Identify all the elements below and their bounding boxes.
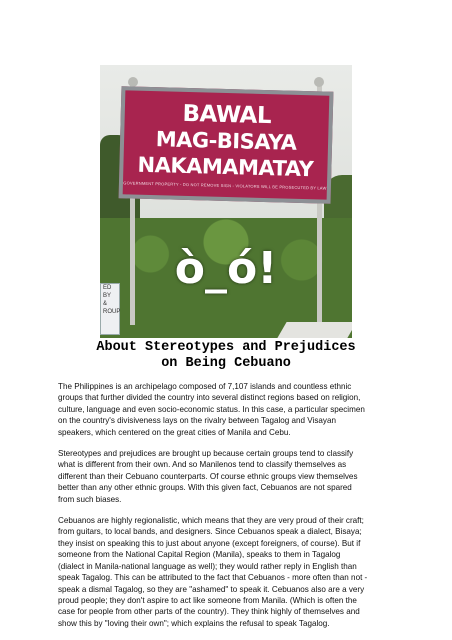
billboard-sign: [119, 86, 334, 204]
road: [277, 322, 352, 338]
emoticon-caption: ò_ó!: [174, 243, 278, 294]
title-line-1: About Stereotypes and Prejudices: [96, 340, 356, 355]
document-body: [58, 381, 368, 639]
title-line-2: on Being Cebuano: [161, 356, 291, 371]
pole-finial-right: [314, 77, 324, 87]
small-sign-line: ROUP: [103, 309, 121, 315]
sign-line-1: BAWAL: [182, 100, 272, 130]
paragraph-1: The Philippines is an archipelago composed of 7,107 islands and countless ethnic groups that further divided the country into several distinct regions based on religion, culture, language and even socio-economic status. In this case, a particular specimen on the country's divisiveness lays on the rivalry between Tagalog and Visayan speakers, which centered on the great cities of Manila and Cebu.: [58, 382, 365, 437]
paragraph-2: Stereotypes and prejudices are brought up because certain groups tend to classify what is different from their own. And so Manilenos tend to classify themselves as different than their Cebuano counterparts. Of course ethnic groups view themselves better than any other ethnic groups. With this given fact, Cebuanos are not spared from such biases.: [58, 449, 358, 504]
sign-line-2: MAG-BISAYA: [155, 127, 297, 155]
paragraph-3: Cebuanos are highly regionalistic, which means that they are very proud of their craft; from guitars, to local bands, and designers. Since Cebuanos speak a dialect, Bisaya; they insist on speaking this to just about anyone (except foreigners, of course). But if someone from the National Capital Region (Manila), speaks to them in Tagalog (dialect in Manila-national language as well); they would rather reply in English than speak Tagalog. This can be attributed to the fact that Cebuanos - more often than not - speak a dismal Tagalog, so they are "ashamed" to speak it. Cebuanos also are a very proud people; they don't aspire to act like someone from Manila. (Which is often the case for people from other parts of the country). They think highly of themselves and show this by "loving their own"; which explains the refusal to speak Tagalog.: [58, 516, 368, 628]
small-sign-line: &: [103, 301, 108, 307]
sign-line-3: NAKAMAMATAY: [137, 152, 314, 182]
document-title: [60, 340, 392, 372]
cover-photo: [100, 65, 352, 338]
small-sign-line: ED BY: [103, 285, 112, 299]
sign-fine-print: GOVERNMENT PROPERTY - DO NOT REMOVE SIGN - VIOLATORS WILL BE PROSECUTED BY LAW: [123, 180, 327, 191]
